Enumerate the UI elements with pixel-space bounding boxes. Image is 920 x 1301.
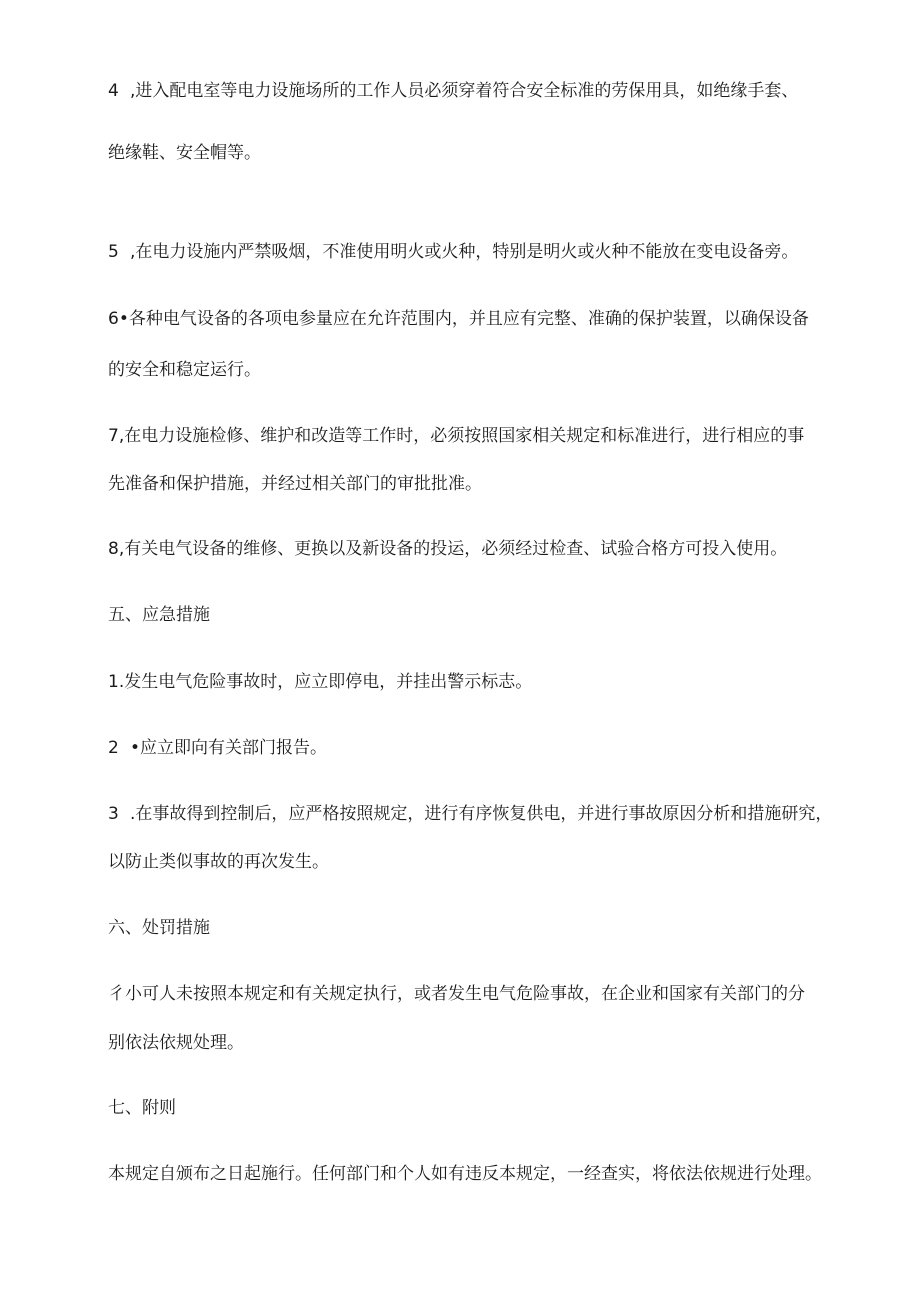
section-5-heading: 五、应急措施 <box>108 605 210 625</box>
item-6-line-2: 的安全和稳定运行。 <box>108 360 261 380</box>
item-4-number: 4 <box>108 81 119 101</box>
item-5-line-1 <box>108 240 798 264</box>
item-7-line-2: 先准备和保护措施，并经过相关部门的审批批准。 <box>108 474 482 494</box>
item-4-line-1 <box>108 79 798 103</box>
item-8-line-1: 8,有关电气设备的维修、更换以及新设备的投运，必须经过检查、试验合格方可投入使用。 <box>108 539 788 559</box>
item-5-text-1: ,在电力设施内严禁吸烟，不准使用明火或火种，特别是明火或火种不能放在变电设备旁。 <box>130 242 799 262</box>
emergency-item-2-text: •应立即向有关部门报告。 <box>130 738 328 758</box>
item-4-text-1: ,进入配电室等电力设施场所的工作人员必须穿着符合安全标准的劳保用具，如绝缘手套、 <box>130 81 799 101</box>
section-6-heading: 六、处罚措施 <box>108 918 210 938</box>
item-7-line-1: 7,在电力设施检修、维护和改造等工作时，必须按照国家相关规定和标准进行，进行相应的事 <box>108 426 805 446</box>
item-4-line-2: 绝缘鞋、安全帽等。 <box>108 143 261 163</box>
section-7-heading: 七、附则 <box>108 1098 176 1118</box>
item-6-line-1: 6•各种电气设备的各项电参量应在允许范围内，并且应有完整、准确的保护装置，以确保设备 <box>108 309 809 329</box>
penalty-line-1: 彳小可人未按照本规定和有关规定执行，或者发生电气危险事故，在企业和国家有关部门的分 <box>108 984 805 1004</box>
emergency-item-2 <box>108 736 327 760</box>
emergency-item-3-number: 3 <box>108 804 119 824</box>
emergency-item-3-line-2: 以防止类似事故的再次发生。 <box>108 852 329 872</box>
emergency-item-2-number: 2 <box>108 738 119 758</box>
supplementary-line-1: 本规定自颁布之日起施行。任何部门和个人如有违反本规定，一经查实，将依法依规进行处理。 <box>108 1164 822 1184</box>
item-5-number: 5 <box>108 242 119 262</box>
emergency-item-3-line-1 <box>108 802 832 826</box>
emergency-item-3-text-1: .在事故得到控制后，应严格按照规定，进行有序恢复供电，并进行事故原因分析和措施研究， <box>130 804 833 824</box>
emergency-item-1: 1.发生电气危险事故时，应立即停电，并挂出警示标志。 <box>108 672 533 692</box>
penalty-line-2: 别依法依规处理。 <box>108 1033 244 1053</box>
